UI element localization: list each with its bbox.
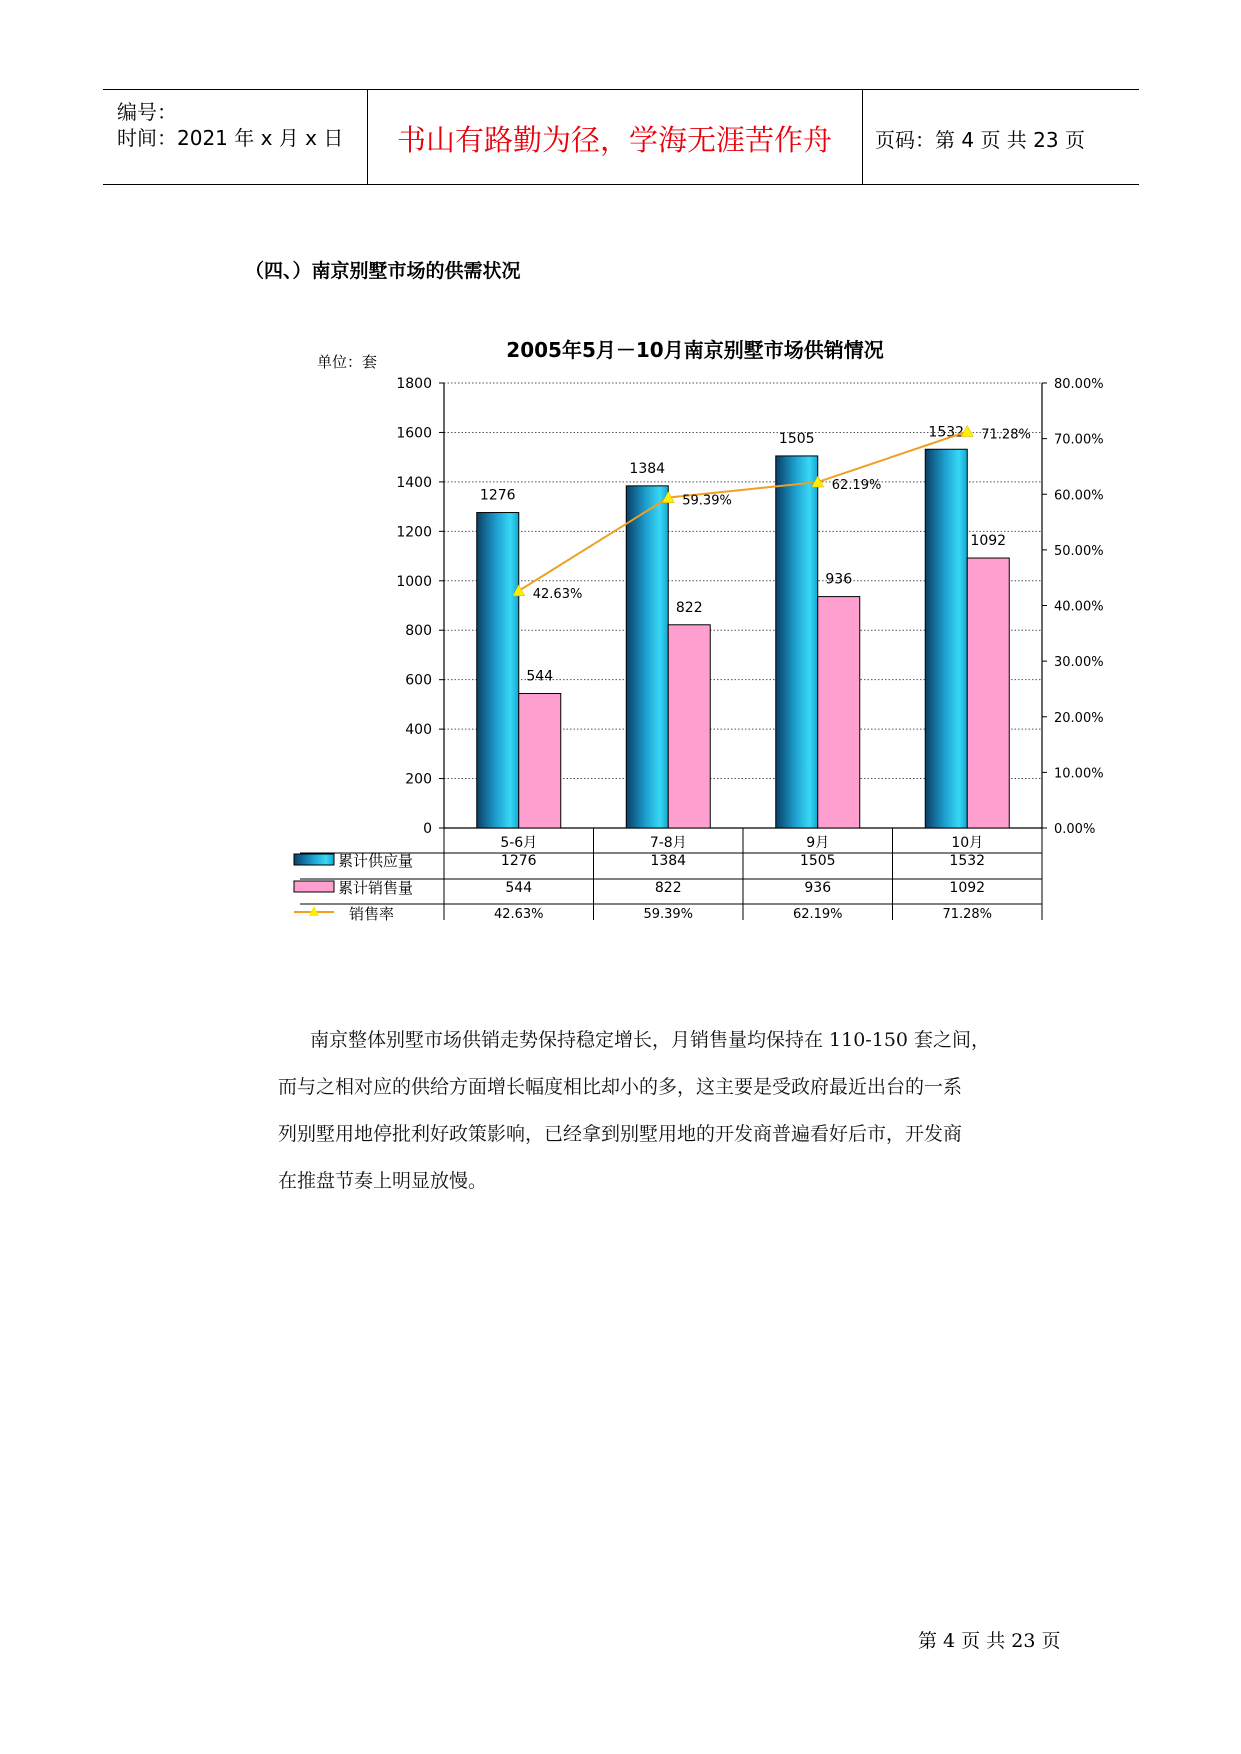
table-cell: 1276 bbox=[500, 853, 537, 869]
paragraph-line: 南京整体别墅市场供销走势保持稳定增长，月销售量均保持在 110-150 套之间， bbox=[310, 1029, 991, 1051]
y-right-tick-label: 70.00% bbox=[1054, 432, 1104, 448]
number-label: 编号： bbox=[117, 100, 177, 124]
supply-bar-label: 1384 bbox=[629, 460, 666, 477]
supply-bar-label: 1276 bbox=[479, 487, 516, 504]
table-cell: 936 bbox=[804, 880, 832, 896]
legend-label-sales: 累计销售量 bbox=[338, 879, 414, 897]
y-right-tick-label: 40.00% bbox=[1054, 599, 1104, 615]
table-cell: 544 bbox=[505, 880, 533, 896]
header-page-cell bbox=[863, 90, 1139, 184]
rate-label: 62.19% bbox=[831, 478, 882, 494]
supply-bar-label: 1532 bbox=[928, 424, 965, 441]
table-cell: 1505 bbox=[799, 853, 836, 869]
analysis-paragraph bbox=[278, 1017, 1090, 1205]
y-left-tick-label: 1200 bbox=[396, 524, 432, 541]
sales-bar bbox=[967, 558, 1009, 828]
table-cell: 822 bbox=[654, 880, 682, 896]
y-right-tick-label: 20.00% bbox=[1054, 710, 1104, 726]
rate-label: 42.63% bbox=[532, 586, 583, 602]
sales-bar-label: 936 bbox=[825, 571, 853, 588]
y-left-tick-label: 1800 bbox=[396, 376, 432, 392]
sales-bar-label: 822 bbox=[675, 599, 703, 616]
header-info-cell bbox=[103, 90, 368, 184]
y-right-tick-label: 50.00% bbox=[1054, 543, 1104, 559]
y-left-tick-label: 1400 bbox=[396, 474, 432, 491]
table-cell: 62.19% bbox=[792, 907, 843, 922]
sales-bar-label: 544 bbox=[526, 668, 554, 685]
table-cell: 1092 bbox=[949, 880, 986, 896]
supply-bar bbox=[477, 513, 519, 828]
y-right-tick-label: 30.00% bbox=[1054, 655, 1104, 671]
supply-sales-chart bbox=[290, 330, 1150, 970]
y-left-tick-label: 1600 bbox=[396, 425, 432, 442]
table-cell: 42.63% bbox=[493, 907, 544, 922]
motto: 书山有路勤为径，学海无涯苦作舟 bbox=[396, 123, 832, 157]
legend-swatch-supply bbox=[294, 854, 334, 865]
sales-bar bbox=[519, 694, 561, 828]
table-cell: 1532 bbox=[949, 853, 986, 869]
y-left-tick-label: 400 bbox=[405, 722, 432, 739]
supply-bar bbox=[776, 456, 818, 828]
legend-label-supply: 累计供应量 bbox=[338, 852, 414, 870]
x-tick-label: 7-8月 bbox=[649, 835, 687, 851]
rate-label: 59.39% bbox=[682, 493, 732, 509]
sales-bar bbox=[668, 625, 710, 828]
table-cell: 1384 bbox=[650, 853, 687, 869]
chart-title: 2005年5月－10月南京别墅市场供销情况 bbox=[506, 338, 884, 362]
table-cell: 71.28% bbox=[942, 907, 993, 922]
y-left-tick-label: 800 bbox=[405, 623, 432, 640]
unit-label: 单位：套 bbox=[317, 353, 378, 371]
y-left-tick-label: 1000 bbox=[396, 573, 432, 590]
paragraph-line: 而与之相对应的供给方面增长幅度相比却小的多，这主要是受政府最近出台的一系 bbox=[278, 1076, 963, 1098]
y-right-tick-label: 60.00% bbox=[1054, 488, 1104, 504]
x-tick-label: 10月 bbox=[951, 835, 984, 851]
header-table bbox=[103, 89, 1139, 185]
paragraph-line: 列别墅用地停批利好政策影响，已经拿到别墅用地的开发商普遍看好后市，开发商 bbox=[278, 1123, 963, 1145]
x-tick-label: 5-6月 bbox=[500, 835, 538, 851]
rate-line bbox=[519, 432, 968, 591]
table-cell: 59.39% bbox=[643, 907, 694, 922]
sales-bar-label: 1092 bbox=[970, 533, 1007, 550]
page-footer: 第 4 页 共 23 页 bbox=[918, 1630, 1061, 1652]
y-left-tick-label: 600 bbox=[405, 672, 432, 689]
header-motto-cell bbox=[367, 90, 863, 184]
supply-bar-label: 1505 bbox=[778, 430, 815, 447]
supply-bar bbox=[626, 486, 668, 828]
y-left-tick-label: 200 bbox=[405, 771, 432, 788]
legend-swatch-sales bbox=[294, 881, 334, 892]
section-title: （四、）南京别墅市场的供需状况 bbox=[245, 260, 521, 282]
y-right-tick-label: 80.00% bbox=[1054, 377, 1104, 392]
page-label: 页码：第 4 页 共 23 页 bbox=[875, 128, 1085, 152]
x-tick-label: 9月 bbox=[806, 835, 830, 851]
paragraph-line: 在推盘节奏上明显放慢。 bbox=[278, 1170, 488, 1192]
y-right-tick-label: 10.00% bbox=[1054, 766, 1104, 782]
rate-label: 71.28% bbox=[981, 427, 1031, 443]
y-left-tick-label: 0 bbox=[423, 821, 432, 837]
y-right-tick-label: 0.00% bbox=[1054, 822, 1096, 837]
sales-bar bbox=[818, 597, 860, 828]
supply-bar bbox=[925, 449, 967, 828]
legend-label-rate: 销售率 bbox=[349, 905, 395, 923]
time-label: 时间：2021 年 x 月 x 日 bbox=[117, 126, 344, 150]
